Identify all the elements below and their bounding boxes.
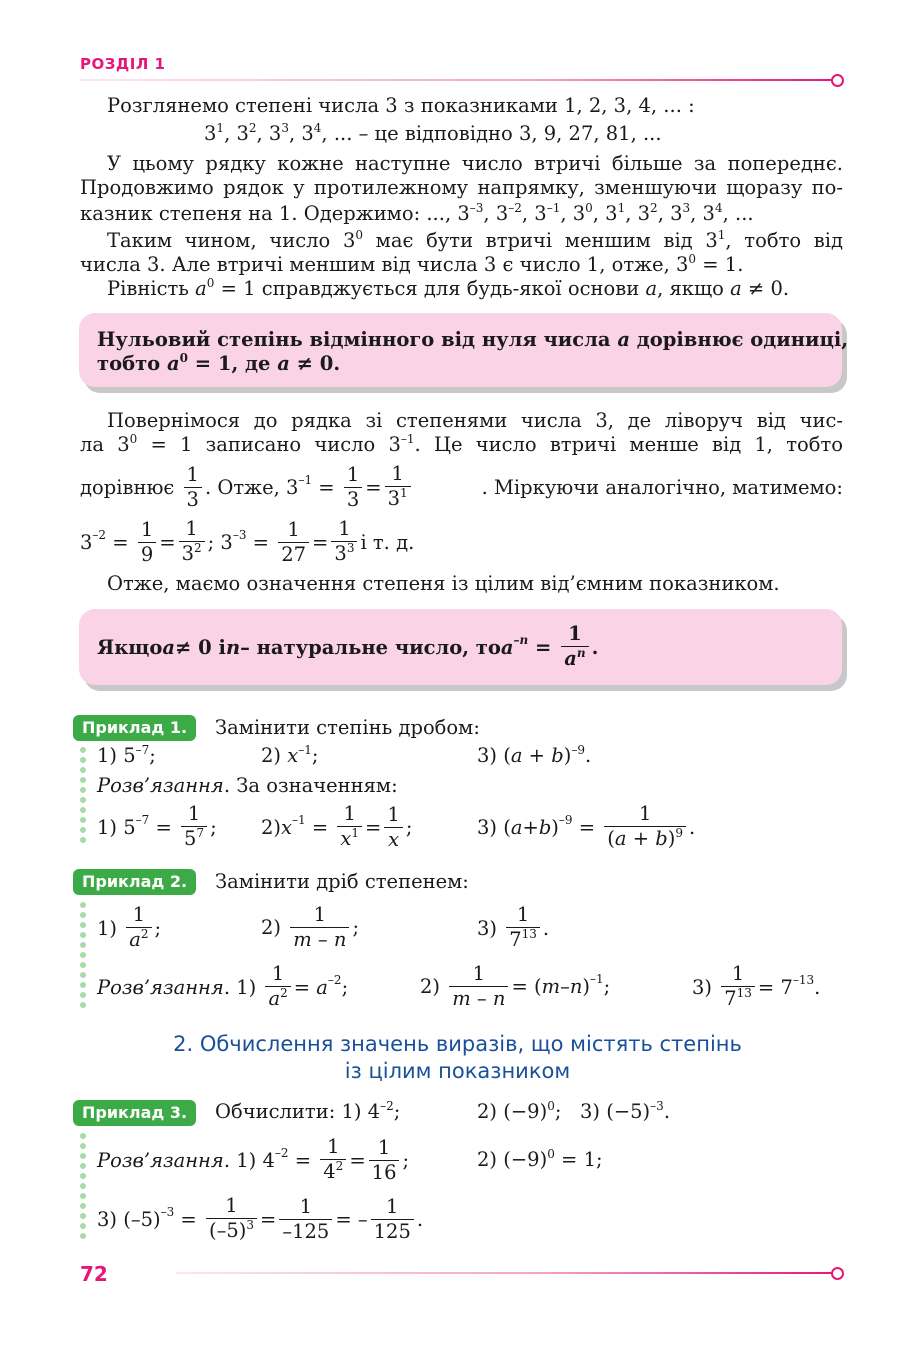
definition-negative-text: Якщо a ≠ 0 і n – натуральне число, то a $^{-n}$ = $\frac{1}{a^n}$ . (97, 622, 599, 670)
intro-line-2: $3^1$, $3^2$, $3^3$, $3^4$, ... – це відповідно 3, 9, 27, 81, ... (204, 121, 662, 145)
example-1-solution-label: Розв’язання. За означенням: (97, 774, 398, 797)
intro-line-6: Таким чином, число $3^0$ має бути втричі меншим від $3^1$, тобто від (107, 228, 843, 252)
example-3-dots (80, 1133, 86, 1243)
example-3-task: Обчислити: 1) $4^{-2}$; (215, 1099, 401, 1123)
example-2-item-2: 2) $\frac{1}{m - n}$ ; (261, 903, 360, 951)
intro-line-8: Рівність $a^0 = 1$ справджується для будь-якої основи a, якщо a ≠ 0. (107, 276, 790, 300)
definition-zero-line-2: тобто $a^0 = 1$, де a ≠ 0. (97, 351, 341, 375)
footer-rule-end-icon (831, 1267, 844, 1280)
example-2-solution-2: 2) $\frac{1}{m - n}$ = ( m – n ) $^{-1}$ ; (420, 962, 611, 1010)
subsection-heading (80, 1031, 835, 1085)
example-2-item-1: 1) $\frac{1}{a^2}$ ; (97, 903, 162, 951)
intro-line-1: Розглянемо степені числа 3 з показниками 1, 2, 3, 4, ... : (107, 94, 695, 117)
example-2-task: Замінити дріб степенем: (215, 870, 469, 893)
definition-zero-line-1: Нульовий степінь відмінного від нуля числа a дорівнює одиниці, (97, 328, 849, 351)
header-rule (80, 79, 835, 81)
example-1-solution-1: 1) 5 $^{-7}$ = $\frac{1}{5^7}$ ; (97, 802, 217, 850)
intro-line-5: казник степеня на 1. Одержимо: ..., $3^{-3}$, $3^{-2}$, $3^{-1}$, $3^0$, $3^1$, $3^2$, $3^3$, $3^4$, ... (80, 201, 754, 225)
footer-rule (176, 1272, 835, 1274)
example-2-item-3: 3) $\frac{1}{7^{13}}$ . (477, 903, 550, 951)
example-1-task: Замінити степінь дробом: (215, 716, 480, 739)
header-rule-end-icon (831, 74, 844, 87)
para2-line-3: дорівнює $\frac{1}{3}$ . Отже, 3 $^{-1}$ = $\frac{1}{3}$ = $\frac{1}{3^1}$ . Міркуючи аналогічно, матимемо: (80, 462, 843, 511)
para2-line-2: ла $3^0 = 1$ записано число $3^{-1}$. Це число втричі менше від 1, тобто (80, 432, 843, 456)
page-number: 72 (80, 1262, 108, 1286)
example-1-dots (80, 747, 86, 847)
example-2-badge: Приклад 2. (73, 869, 196, 895)
example-2-solution-3: 3) $\frac{1}{7^{13}}$ = 7 $^{-13}$ . (692, 962, 821, 1010)
example-1-solution-3: 3) ( a + b ) $^{-9}$ = $\frac{1}{(a + b)^9}$ . (477, 802, 696, 850)
para2-line-1: Повернімося до рядка зі степенями числа 3, де ліворуч від чис- (107, 409, 843, 432)
subsection-heading-line-1: 2. Обчислення значень виразів, що містять степінь (173, 1032, 742, 1056)
subsection-heading-line-2: із цілим показником (344, 1059, 571, 1083)
para2-line-5: Отже, маємо означення степеня із цілим від’ємним показником. (107, 572, 780, 595)
example-3-badge: Приклад 3. (73, 1100, 196, 1126)
example-3-solution-1: Розв’язання . 1) 4 $^{-2}$ = $\frac{1}{4^2}$ = $\frac{1}{16}$ ; (97, 1135, 410, 1184)
example-2-solution-1: Розв’язання . 1) $\frac{1}{a^2}$ = a $^{-2}$ ; (97, 962, 349, 1010)
example-3-task-2: 2) $(-9)^0$; 3) $(-5)^{-3}$. (477, 1099, 671, 1123)
section-label: РОЗДІЛ 1 (80, 55, 166, 73)
example-1-item-1: 1) $5^{-7}$; (97, 743, 156, 767)
para2-line-4: 3 $^{-2}$ = $\frac{1}{9}$ = $\frac{1}{3^2}$ ; 3 $^{-3}$ = $\frac{1}{27}$ = $\frac{1}{3^3}$ і т. д. (80, 517, 415, 566)
intro-line-3: У цьому рядку кожне наступне число втричі більше за попереднє. (107, 152, 843, 175)
example-1-solution-2: 2) x $^{-1}$ = $\frac{1}{x^1}$ = $\frac{1}{x}$ ; (261, 802, 413, 851)
intro-line-4: Продовжимо рядок у протилежному напрямку, зменшуючи щоразу по- (80, 176, 843, 199)
intro-line-7: числа 3. Але втричі меншим від числа 3 є число 1, отже, $3^0 = 1$. (80, 252, 744, 276)
example-1-item-2: 2) $x^{-1}$; (261, 743, 319, 767)
example-1-item-3: 3) $(a + b)^{-9}$. (477, 743, 592, 767)
example-3-solution-3: 3) (–5) $^{-3}$ = $\frac{1}{(-5)^3}$ = $\frac{1}{-125}$ = – $\frac{1}{125}$ . (97, 1194, 424, 1243)
example-3-solution-2: 2) $(-9)^0 = 1$; (477, 1147, 603, 1171)
example-2-dots (80, 902, 86, 1012)
example-1-badge: Приклад 1. (73, 715, 196, 741)
